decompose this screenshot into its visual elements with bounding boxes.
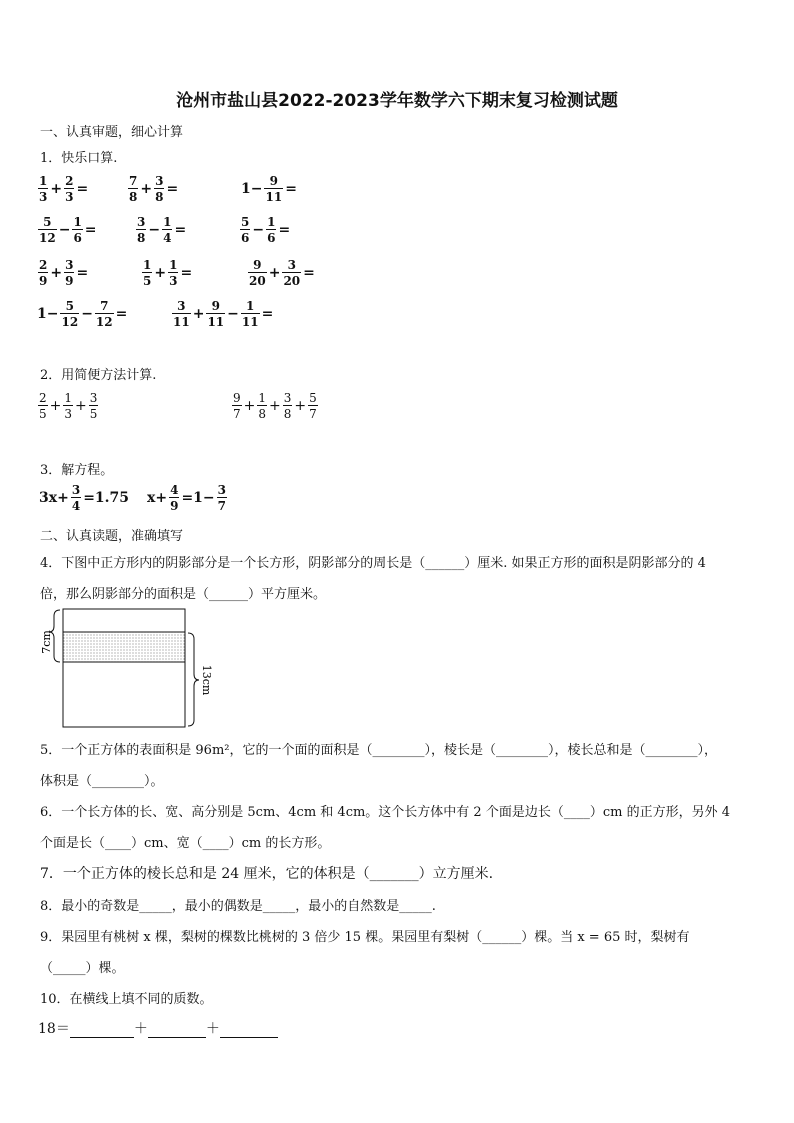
numerator: 1 [163, 215, 172, 229]
q3-label: 3．解方程。 [40, 463, 114, 478]
denominator: 8 [129, 190, 138, 204]
section-2-heading: 二、认真读题，准确填写 [40, 529, 184, 544]
q10-blank-3[interactable] [220, 1022, 278, 1038]
denominator: 9 [65, 274, 74, 288]
denominator: 7 [217, 499, 226, 513]
fraction [95, 300, 114, 328]
q6-line1: 6．一个长方体的长、宽、高分别是 5cm、4cm 和 4cm。这个长方体中有 2 个面是边长（____）cm 的正方形，另外 4 [40, 805, 730, 820]
q9-line2: （_____）棵。 [40, 961, 125, 976]
q4-line1: 4．下图中正方形内的阴影部分是一个长方形，阴影部分的周长是（______）厘米. 如果正方形的面积是阴影部分的 4 [40, 556, 706, 571]
denominator: 20 [283, 274, 301, 288]
denominator: 20 [249, 274, 266, 288]
fraction [128, 175, 138, 203]
q5-line1: 5．一个正方体的表面积是 96m²，它的一个面的面积是（________），棱长是（________），棱长总和是（________）， [40, 743, 717, 758]
fraction [64, 259, 74, 287]
denominator: 3 [65, 190, 74, 204]
operator: − [58, 222, 71, 238]
fraction [283, 392, 293, 420]
denominator: 3 [64, 407, 73, 421]
operator: − [252, 222, 265, 238]
fraction [60, 300, 79, 328]
operator: = [166, 181, 179, 197]
q1-expr-d [38, 216, 98, 244]
q5-line2: 体积是（________）。 [40, 774, 164, 789]
shaded-rectangle [63, 632, 185, 662]
operator: = [76, 181, 89, 197]
numerator: 9 [206, 300, 225, 314]
numerator: 2 [39, 258, 48, 272]
fraction [264, 175, 283, 203]
denominator: 5 [143, 274, 152, 288]
operator: = [84, 222, 97, 238]
numerator: 1 [258, 391, 267, 405]
operator: = [261, 306, 274, 322]
q1-expr-f [240, 216, 291, 244]
q10-blank-2[interactable] [148, 1022, 206, 1038]
q10-plus-1: ＋ [133, 1021, 148, 1037]
numerator: 5 [241, 215, 250, 229]
fraction [64, 175, 74, 203]
operator: + [140, 181, 153, 197]
operator: = [76, 265, 89, 281]
fraction [172, 300, 191, 328]
operator: 1− [37, 306, 59, 322]
numerator: 3 [282, 259, 301, 273]
operator: = [174, 222, 187, 238]
numerator: 1 [169, 258, 178, 272]
operator: 3x+ [39, 490, 69, 506]
fraction [240, 216, 250, 244]
operator: + [243, 398, 256, 414]
q10-plus-2: ＋ [205, 1021, 220, 1037]
fraction [217, 484, 227, 512]
q3-expr-a [38, 484, 130, 512]
numerator: 3 [217, 483, 226, 497]
fraction [38, 216, 57, 244]
fraction [232, 392, 242, 420]
fraction [206, 300, 225, 328]
fraction [257, 392, 267, 420]
fraction [63, 392, 73, 420]
q1-expr-j [36, 300, 128, 328]
denominator: 12 [95, 315, 113, 329]
q1-expr-g [38, 259, 89, 287]
operator: =1− [181, 490, 215, 506]
q10-label: 10．在横线上填不同的质数。 [40, 992, 213, 1007]
fraction [142, 259, 152, 287]
q10-blank-1[interactable] [70, 1022, 134, 1038]
q4-line2: 倍，那么阴影部分的面积是（______）平方厘米。 [40, 587, 327, 602]
denominator: 8 [258, 407, 267, 421]
denominator: 7 [309, 407, 317, 421]
operator: + [75, 398, 87, 414]
denominator: 8 [283, 407, 292, 421]
denominator: 12 [39, 231, 56, 245]
numerator: 3 [283, 391, 292, 405]
denominator: 3 [169, 274, 178, 288]
operator: + [49, 398, 62, 414]
label-7cm: 7cm [40, 630, 53, 654]
fraction [248, 259, 267, 287]
fraction [136, 216, 146, 244]
q1-label: 1．快乐口算. [40, 151, 118, 166]
operator: − [148, 222, 161, 238]
fraction [89, 392, 99, 420]
fraction [282, 259, 301, 287]
operator: = [278, 222, 291, 238]
denominator: 11 [265, 190, 283, 204]
denominator: 9 [39, 274, 48, 288]
fraction [38, 175, 48, 203]
denominator: 6 [73, 231, 82, 245]
numerator: 1 [64, 391, 73, 405]
numerator: 2 [39, 391, 47, 405]
numerator: 3 [155, 174, 164, 188]
operator: + [50, 181, 63, 197]
numerator: 5 [38, 216, 57, 230]
operator: + [269, 398, 281, 414]
numerator: 9 [264, 175, 283, 189]
denominator: 8 [137, 231, 146, 245]
denominator: 12 [61, 315, 79, 329]
numerator: 1 [143, 258, 152, 272]
operator: + [192, 306, 205, 322]
q7: 7．一个正方体的棱长总和是 24 厘米，它的体积是（_______）立方厘米. [40, 866, 494, 882]
numerator: 3 [172, 300, 191, 314]
operator: = [285, 181, 297, 197]
denominator: 11 [173, 315, 190, 329]
operator: = [180, 265, 193, 281]
fraction [162, 216, 172, 244]
operator: =1.75 [83, 490, 130, 506]
q1-expr-a [38, 175, 89, 203]
denominator: 8 [155, 190, 164, 204]
operator: + [268, 265, 281, 281]
denominator: 5 [89, 407, 98, 421]
numerator: 3 [65, 258, 74, 272]
section-1-heading: 一、认真审题，细心计算 [40, 125, 184, 140]
fraction [71, 484, 81, 512]
fraction [38, 259, 48, 287]
fraction [154, 175, 164, 203]
q1-expr-h [142, 259, 193, 287]
q1-expr-e [136, 216, 187, 244]
q2-expr-b [232, 392, 318, 420]
numerator: 7 [95, 300, 114, 314]
operator: + [294, 398, 307, 414]
numerator: 1 [241, 300, 260, 314]
denominator: 3 [39, 190, 48, 204]
operator: = [303, 265, 315, 281]
q1-expr-b [128, 175, 179, 203]
operator: + [50, 265, 63, 281]
fraction [38, 392, 48, 420]
q6-line2: 个面是长（____）cm、宽（____）cm 的长方形。 [40, 836, 331, 851]
numerator: 1 [39, 174, 48, 188]
denominator: 6 [267, 231, 276, 245]
q10-expression [38, 1018, 278, 1038]
numerator: 5 [60, 300, 79, 314]
q1-expr-k [172, 300, 274, 328]
q3-expr-b [146, 484, 227, 512]
right-brace [188, 633, 199, 726]
fraction [308, 392, 318, 420]
denominator: 4 [163, 231, 172, 245]
denominator: 9 [170, 499, 179, 513]
numerator: 3 [137, 215, 146, 229]
numerator: 1 [267, 215, 276, 229]
q4-figure [36, 604, 213, 732]
numerator: 9 [248, 259, 267, 273]
fraction [241, 300, 260, 328]
numerator: 7 [129, 174, 138, 188]
label-13cm: 13cm [200, 664, 213, 696]
q1-expr-i [248, 259, 316, 287]
q1-expr-c [240, 175, 298, 203]
numerator: 1 [73, 215, 82, 229]
page-title: 沧州市盐山县2022-2023学年数学六下期末复习检测试题 [176, 91, 618, 111]
q8: 8．最小的奇数是_____，最小的偶数是_____，最小的自然数是_____. [40, 899, 436, 914]
numerator: 2 [65, 174, 74, 188]
operator: + [154, 265, 167, 281]
numerator: 3 [89, 391, 98, 405]
fraction [266, 216, 276, 244]
numerator: 5 [309, 391, 317, 405]
q2-label: 2．用简便方法计算. [40, 368, 157, 383]
denominator: 11 [241, 315, 259, 329]
denominator: 11 [207, 315, 225, 329]
q9-line1: 9．果园里有桃树 x 棵，梨树的棵数比桃树的 3 倍少 15 棵。果园里有梨树（______）棵。当 x = 65 时，梨树有 [40, 930, 690, 945]
operator: x+ [147, 490, 168, 506]
numerator: 9 [233, 391, 241, 405]
denominator: 5 [39, 407, 47, 421]
numerator: 3 [71, 483, 81, 497]
denominator: 4 [71, 499, 81, 513]
operator: − [81, 306, 93, 322]
operator: − [227, 306, 239, 322]
fraction [72, 216, 82, 244]
fraction [169, 484, 179, 512]
q10-start: 18＝ [38, 1021, 70, 1037]
operator: 1− [241, 181, 263, 197]
numerator: 4 [170, 483, 179, 497]
square-outline [63, 609, 185, 727]
operator: = [115, 306, 128, 322]
fraction [168, 259, 178, 287]
denominator: 7 [233, 407, 241, 421]
denominator: 6 [241, 231, 250, 245]
q2-expr-a [38, 392, 98, 420]
